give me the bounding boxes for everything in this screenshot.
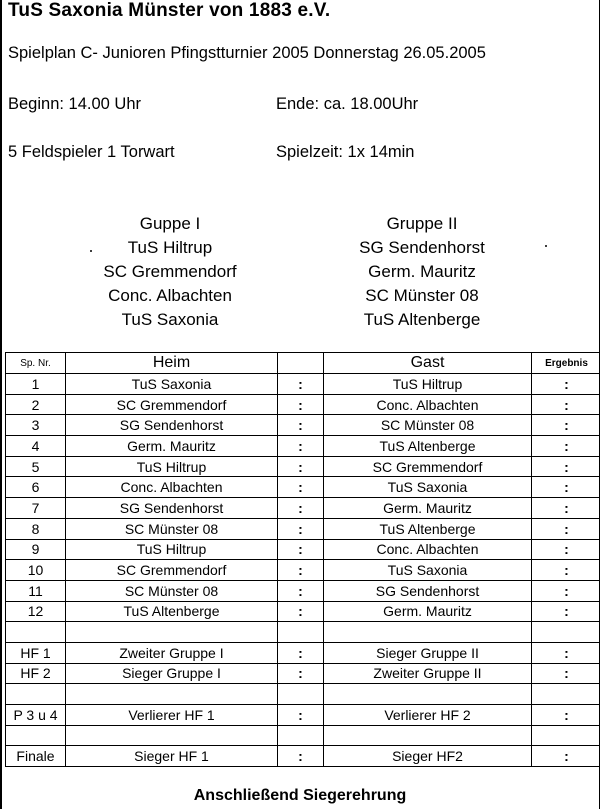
match-number-cell: HF 1 [6,642,66,663]
result-cell: : [532,477,600,498]
home-team-cell: SC Münster 08 [66,518,278,539]
table-row [6,746,600,767]
separator-cell: : [278,580,324,601]
match-number-cell: 2 [6,394,66,415]
separator-cell: : [278,518,324,539]
guest-team-cell: TuS Hiltrup [324,374,532,395]
table-row [6,394,600,415]
guest-team-cell: SG Sendenhorst [324,580,532,601]
separator-cell: : [278,415,324,436]
club-title: TuS Saxonia Münster von 1883 e.V. [8,0,331,21]
match-number-cell [6,684,66,705]
match-number-cell: 5 [6,456,66,477]
match-number-cell: 8 [6,518,66,539]
header-match-number: Sp. Nr. [6,353,66,374]
table-row [6,663,600,684]
table-row [6,498,600,519]
guest-team-cell: TuS Altenberge [324,518,532,539]
separator-cell: : [278,560,324,581]
home-team-cell: Verlierer HF 1 [66,705,278,726]
guest-team-cell: TuS Altenberge [324,436,532,457]
result-cell: : [532,746,600,767]
result-cell: : [532,436,600,457]
guest-team-cell [324,622,532,643]
table-row [6,601,600,622]
result-cell: : [532,456,600,477]
home-team-cell: SG Sendenhorst [66,498,278,519]
separator-cell: : [278,477,324,498]
match-number-cell [6,622,66,643]
result-cell: : [532,642,600,663]
separator-cell [278,725,324,746]
table-row [6,580,600,601]
separator-cell: : [278,642,324,663]
match-number-cell: 10 [6,560,66,581]
result-cell: : [532,560,600,581]
home-team-cell: SC Münster 08 [66,580,278,601]
match-duration: Spielzeit: 1x 14min [276,143,415,161]
group-2-team: Germ. Mauritz [368,262,476,281]
home-team-cell: Germ. Mauritz [66,436,278,457]
separator-cell: : [278,746,324,767]
guest-team-cell: Germ. Mauritz [324,601,532,622]
table-row [6,456,600,477]
home-team-cell [66,684,278,705]
match-number-cell: 12 [6,601,66,622]
separator-cell: : [278,601,324,622]
players-info: 5 Feldspieler 1 Torwart [8,143,175,161]
group-2-title: Gruppe II [386,214,458,233]
result-cell: : [532,705,600,726]
group-2-team: SC Münster 08 [365,286,479,305]
match-number-cell: 3 [6,415,66,436]
guest-team-cell: TuS Saxonia [324,560,532,581]
table-row [6,374,600,395]
separator-cell: : [278,539,324,560]
table-row [6,436,600,457]
guest-team-cell [324,684,532,705]
separator-cell: : [278,394,324,415]
guest-team-cell: Conc. Albachten [324,394,532,415]
home-team-cell: TuS Altenberge [66,601,278,622]
home-team-cell: SG Sendenhorst [66,415,278,436]
table-row [6,642,600,663]
home-team-cell: TuS Hiltrup [66,456,278,477]
guest-team-cell: Sieger Gruppe II [324,642,532,663]
separator-cell: : [278,705,324,726]
table-row [6,560,600,581]
group-2-team: TuS Altenberge [363,310,481,329]
header-guest: Gast [324,353,532,374]
home-team-cell: TuS Hiltrup [66,539,278,560]
match-number-cell: HF 2 [6,663,66,684]
home-team-cell: Sieger HF 1 [66,746,278,767]
match-number-cell: 11 [6,580,66,601]
result-cell: : [532,498,600,519]
match-number-cell: 9 [6,539,66,560]
guest-team-cell: SC Gremmendorf [324,456,532,477]
group-1-team: Conc. Albachten [108,286,232,305]
result-cell [532,684,600,705]
group-2 [312,212,532,332]
group-2-team: SG Sendenhorst [359,238,485,257]
result-cell: : [532,601,600,622]
header-result: Ergebnis [532,353,600,374]
header-home: Heim [66,353,278,374]
match-number-cell [6,725,66,746]
separator-cell: : [278,456,324,477]
home-team-cell: SC Gremmendorf [66,394,278,415]
start-time: Beginn: 14.00 Uhr [8,95,142,113]
separator-cell: : [278,663,324,684]
separator-cell: : [278,374,324,395]
result-cell: : [532,374,600,395]
guest-team-cell: TuS Saxonia [324,477,532,498]
table-row [6,415,600,436]
group-1-team: TuS Hiltrup [127,238,213,257]
group-1 [60,212,280,332]
result-cell: : [532,580,600,601]
result-cell: : [532,539,600,560]
separator-cell [278,622,324,643]
guest-team-cell: Sieger HF2 [324,746,532,767]
table-row [6,518,600,539]
match-number-cell: 6 [6,477,66,498]
match-number-cell: 4 [6,436,66,457]
match-number-cell: 1 [6,374,66,395]
home-team-cell [66,622,278,643]
scan-speck [545,245,547,247]
home-team-cell: TuS Saxonia [66,374,278,395]
separator-cell: : [278,436,324,457]
result-cell [532,622,600,643]
result-cell: : [532,415,600,436]
table-row [6,684,600,705]
guest-team-cell: Verlierer HF 2 [324,705,532,726]
group-1-team: TuS Saxonia [121,310,219,329]
home-team-cell [66,725,278,746]
scan-speck [90,250,92,252]
separator-cell: : [278,498,324,519]
result-cell: : [532,394,600,415]
table-row [6,539,600,560]
match-number-cell: Finale [6,746,66,767]
guest-team-cell [324,725,532,746]
match-number-cell: 7 [6,498,66,519]
table-row [6,477,600,498]
table-row [6,622,600,643]
end-time: Ende: ca. 18.00Uhr [276,95,419,113]
result-cell: : [532,663,600,684]
guest-team-cell: Germ. Mauritz [324,498,532,519]
group-1-team: SC Gremmendorf [103,262,237,281]
match-number-cell: P 3 u 4 [6,705,66,726]
header-separator [278,353,324,374]
table-row [6,705,600,726]
result-cell: : [532,518,600,539]
home-team-cell: Sieger Gruppe I [66,663,278,684]
guest-team-cell: SC Münster 08 [324,415,532,436]
guest-team-cell: Conc. Albachten [324,539,532,560]
group-1-title: Guppe I [139,214,201,233]
home-team-cell: SC Gremmendorf [66,560,278,581]
guest-team-cell: Zweiter Gruppe II [324,663,532,684]
table-header-row [6,353,600,374]
schedule-subtitle: Spielplan C- Junioren Pfingstturnier 2005 Donnerstag 26.05.2005 [8,44,486,62]
separator-cell [278,684,324,705]
schedule-table [5,352,600,767]
home-team-cell: Zweiter Gruppe I [66,642,278,663]
table-row [6,725,600,746]
home-team-cell: Conc. Albachten [66,477,278,498]
closing-note: Anschließend Siegerehrung [193,787,407,804]
result-cell [532,725,600,746]
